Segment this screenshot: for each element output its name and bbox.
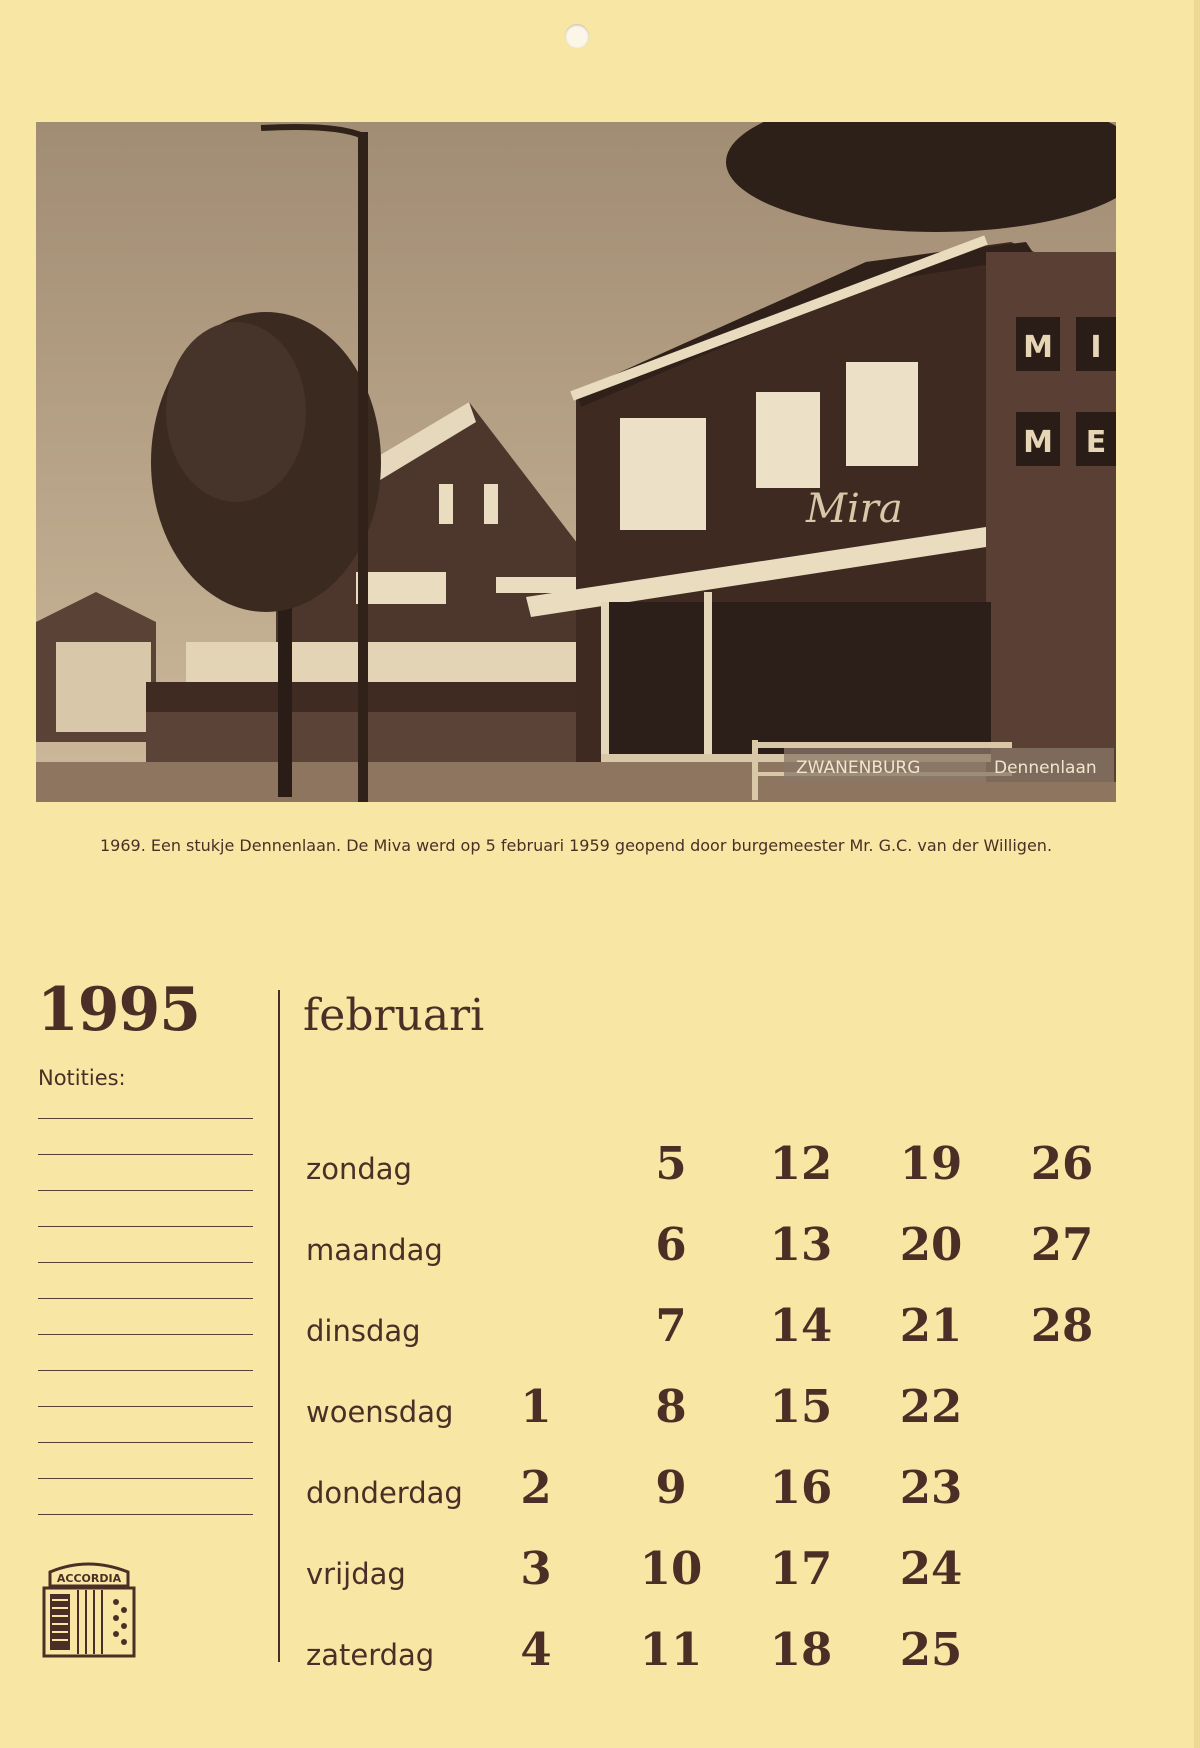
calendar-row — [306, 1130, 1136, 1190]
date-number[interactable]: 7 — [655, 1299, 687, 1352]
note-line[interactable] — [38, 1407, 253, 1443]
note-line[interactable] — [38, 1119, 253, 1155]
date-number[interactable]: 27 — [1030, 1218, 1094, 1271]
date-number[interactable]: 28 — [1030, 1299, 1094, 1352]
accordion-icon — [36, 1554, 140, 1664]
note-line[interactable] — [38, 1335, 253, 1371]
calendar-row — [306, 1211, 1136, 1271]
note-line[interactable] — [38, 1263, 253, 1299]
calendar-row — [306, 1535, 1136, 1595]
date-number[interactable]: 15 — [769, 1380, 833, 1433]
mira-sign: Mira — [806, 486, 903, 532]
note-line[interactable] — [38, 1227, 253, 1263]
day-name: vrijdag — [306, 1557, 406, 1591]
day-name: donderdag — [306, 1476, 463, 1510]
date-number[interactable]: 22 — [899, 1380, 963, 1433]
date-number[interactable]: 9 — [655, 1461, 687, 1514]
date-number[interactable]: 2 — [520, 1461, 552, 1514]
date-number[interactable]: 3 — [520, 1542, 552, 1595]
day-name: maandag — [306, 1233, 443, 1267]
date-number[interactable]: 8 — [655, 1380, 687, 1433]
date-number[interactable]: 17 — [769, 1542, 833, 1595]
calendar-row — [306, 1373, 1136, 1433]
date-number[interactable]: 24 — [899, 1542, 963, 1595]
note-line[interactable] — [38, 1371, 253, 1407]
logo-text: ACCORDIA — [56, 1572, 122, 1585]
date-number[interactable]: 19 — [899, 1137, 963, 1190]
notes-area[interactable] — [38, 1118, 253, 1515]
wall-letter: I — [1090, 330, 1102, 365]
column-divider — [278, 990, 280, 1662]
wall-letter: M — [1023, 330, 1053, 365]
date-number[interactable]: 26 — [1030, 1137, 1094, 1190]
watermark-place: ZWANENBURG — [796, 758, 921, 778]
day-name: zaterdag — [306, 1638, 435, 1672]
street-photo — [36, 122, 1116, 802]
date-number[interactable]: 1 — [520, 1380, 552, 1433]
date-number[interactable]: 25 — [899, 1623, 963, 1676]
watermark-street: Dennenlaan — [994, 758, 1097, 778]
date-number[interactable]: 13 — [769, 1218, 833, 1271]
date-number[interactable]: 10 — [639, 1542, 703, 1595]
date-number[interactable]: 20 — [899, 1218, 963, 1271]
date-number[interactable]: 11 — [639, 1623, 703, 1676]
note-line[interactable] — [38, 1299, 253, 1335]
note-line[interactable] — [38, 1191, 253, 1227]
calendar-row — [306, 1292, 1136, 1352]
date-number[interactable]: 4 — [520, 1623, 552, 1676]
calendar-row — [306, 1454, 1136, 1514]
day-name: woensdag — [306, 1395, 454, 1429]
date-number[interactable]: 5 — [655, 1137, 687, 1190]
photo-caption: 1969. Een stukje Dennenlaan. De Miva werd op 5 februari 1959 geopend door burgemeester Mr. G.C. van der Willigen. — [99, 836, 1053, 855]
note-line[interactable] — [38, 1155, 253, 1191]
month-title: februari — [303, 990, 485, 1041]
date-number[interactable]: 14 — [769, 1299, 833, 1352]
date-number[interactable]: 21 — [899, 1299, 963, 1352]
calendar-row — [306, 1616, 1136, 1676]
page-edge — [1194, 0, 1200, 1748]
wall-letter: E — [1085, 425, 1107, 460]
note-line[interactable] — [38, 1443, 253, 1479]
calendar-year: 1995 — [37, 975, 200, 1045]
date-number[interactable]: 12 — [769, 1137, 833, 1190]
notes-label: Notities: — [38, 1066, 126, 1090]
wall-letter: M — [1023, 425, 1053, 460]
hanging-hole — [565, 24, 589, 48]
date-number[interactable]: 18 — [769, 1623, 833, 1676]
day-name: zondag — [306, 1152, 412, 1186]
date-number[interactable]: 16 — [769, 1461, 833, 1514]
note-line[interactable] — [38, 1479, 253, 1515]
date-number[interactable]: 6 — [655, 1218, 687, 1271]
date-number[interactable]: 23 — [899, 1461, 963, 1514]
day-name: dinsdag — [306, 1314, 421, 1348]
